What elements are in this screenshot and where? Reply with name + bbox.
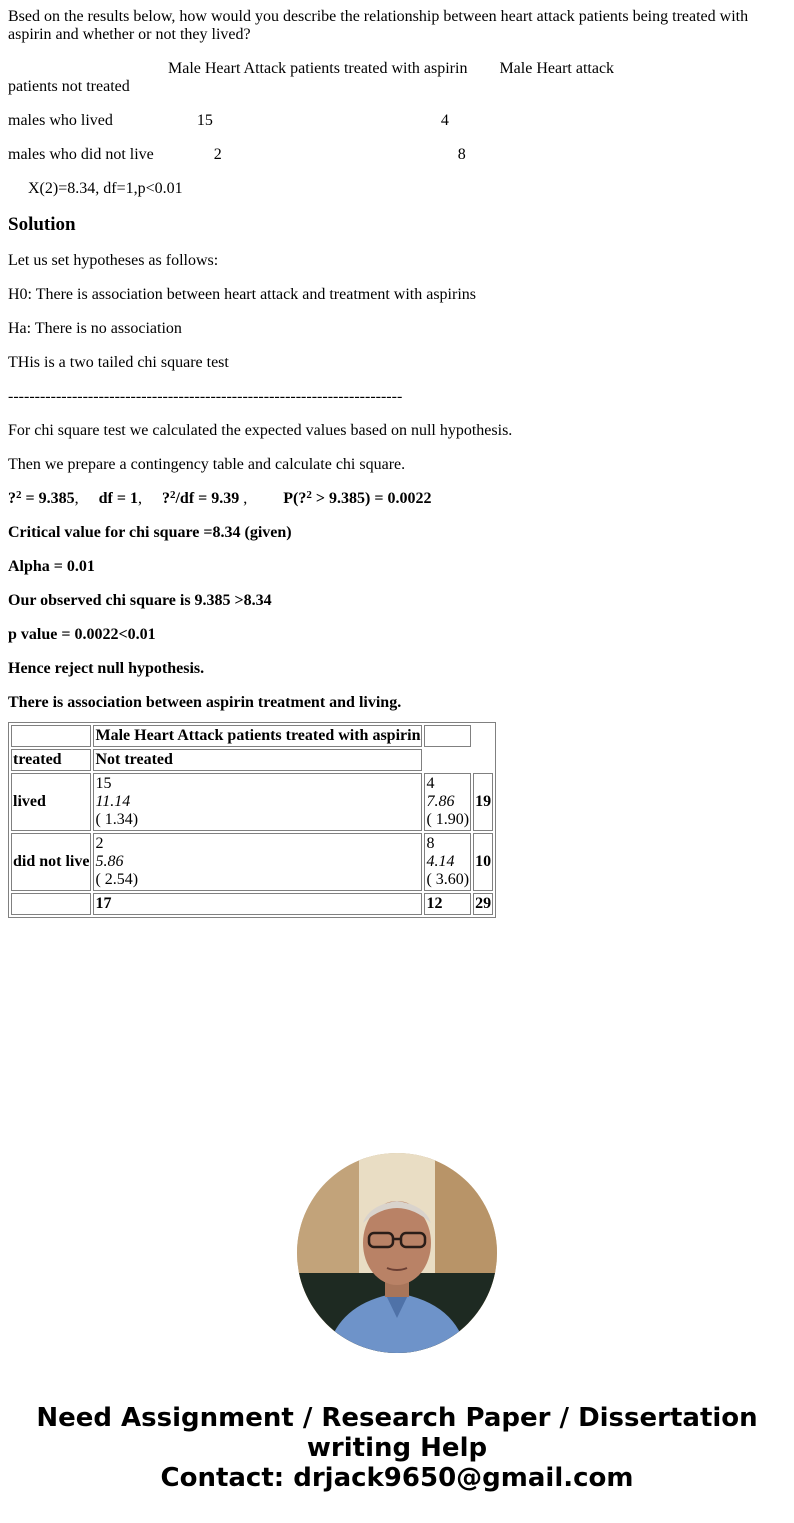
table-row — [11, 725, 493, 747]
conclusion-line: Our observed chi square is 9.385 >8.34 — [8, 592, 272, 609]
solution-line: H0: There is association between heart attack and treatment with aspirins — [8, 286, 476, 303]
table-row — [11, 773, 493, 831]
stats-line: ?$^2$ = 9.385, df = 1, ?$^2$/df = 9.39 , P(?$^2$ > 9.385) = 0.0022 — [8, 489, 432, 507]
table-row — [11, 749, 493, 771]
conclusion-line: Critical value for chi square =8.34 (given) — [8, 524, 292, 541]
column-total: 12 — [424, 893, 471, 915]
header-line: Male Heart Attack patients treated with aspirin Male Heart attack — [8, 60, 615, 77]
table-cell — [11, 893, 91, 915]
grand-total: 29 — [473, 893, 493, 915]
contact-line: writing Help — [306, 1433, 488, 1463]
table-row — [11, 833, 493, 891]
contact-email: Contact: drjack9650@gmail.com — [160, 1463, 634, 1493]
row-label: lived — [11, 773, 91, 831]
solution-line: THis is a two tailed chi square test — [8, 354, 229, 371]
question-stat: X(2)=8.34, df=1,p<0.01 — [8, 180, 183, 197]
table-cell: 2 5.86 ( 2.54) — [93, 833, 422, 891]
row-total: 19 — [473, 773, 493, 831]
table-cell: treated — [11, 749, 91, 771]
contingency-table — [8, 722, 496, 918]
question-row-not-lived: males who did not live 2 8 — [8, 146, 466, 163]
question-table-header — [8, 60, 786, 96]
table-cell: Not treated — [93, 749, 422, 771]
table-row — [11, 893, 493, 915]
header-line-2: patients not treated — [8, 78, 130, 95]
solution-heading: Solution — [8, 214, 76, 235]
conclusion-line: Alpha = 0.01 — [8, 558, 95, 575]
table-cell: 4 7.86 ( 1.90) — [424, 773, 471, 831]
table-cell — [424, 725, 471, 747]
solution-line: For chi square test we calculated the expected values based on null hypothesis. — [8, 422, 513, 439]
row-label: did not live — [11, 833, 91, 891]
contact-line: Need Assignment / Research Paper / Dissertation — [36, 1403, 758, 1433]
question-text: Bsed on the results below, how would you describe the relationship between heart attack patients being treated with aspirin and whether or not they lived? — [8, 8, 749, 43]
column-total: 17 — [93, 893, 422, 915]
avatar — [297, 1153, 497, 1353]
table-cell: 15 11.14 ( 1.34) — [93, 773, 422, 831]
contact-banner — [0, 1403, 794, 1493]
avatar-photo — [297, 1153, 497, 1353]
solution-line: Ha: There is no association — [8, 320, 182, 337]
question-row-lived: males who lived 15 4 — [8, 112, 449, 129]
table-cell — [11, 725, 91, 747]
author-photo-container — [0, 1153, 794, 1353]
conclusion-line: Hence reject null hypothesis. — [8, 660, 205, 677]
table-cell: 8 4.14 ( 3.60) — [424, 833, 471, 891]
solution-line: Let us set hypotheses as follows: — [8, 252, 219, 269]
divider-line: -------------------------------------------------------------------------- — [8, 388, 403, 405]
row-total: 10 — [473, 833, 493, 891]
conclusion-line: There is association between aspirin treatment and living. — [8, 694, 402, 711]
table-header-cell: Male Heart Attack patients treated with aspirin — [93, 725, 422, 747]
conclusion-line: p value = 0.0022<0.01 — [8, 626, 156, 643]
solution-line: Then we prepare a contingency table and calculate chi square. — [8, 456, 406, 473]
